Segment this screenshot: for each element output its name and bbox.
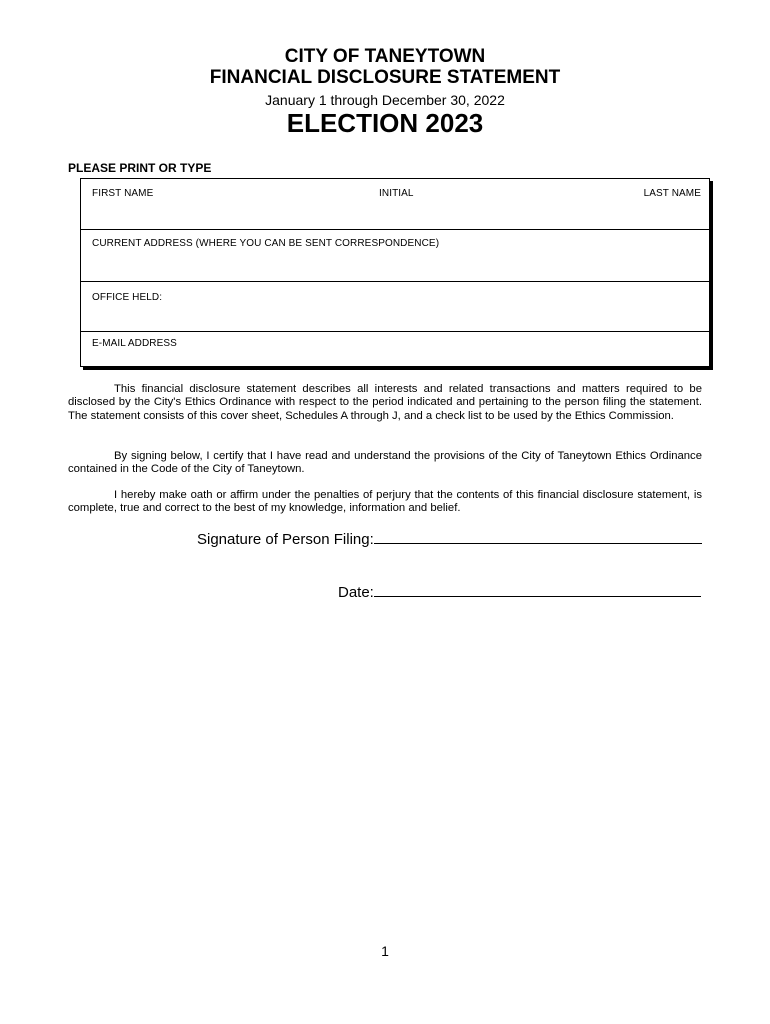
first-name-label: FIRST NAME	[92, 188, 154, 199]
email-label: E-MAIL ADDRESS	[92, 338, 177, 349]
city-title: CITY OF TANEYTOWN	[284, 46, 486, 67]
oath-paragraph: I hereby make oath or affirm under the penalties of perjury that the contents of this financial disclosure statement, is complete, true and correct to the best of my knowledge, information and belief.	[68, 489, 702, 515]
address-label: CURRENT ADDRESS (WHERE YOU CAN BE SENT CORRESPONDENCE)	[92, 238, 440, 249]
date-field[interactable]	[338, 584, 701, 601]
election-heading: ELECTION 2023	[286, 108, 484, 138]
email-row[interactable]	[81, 332, 709, 366]
certification-paragraph: By signing below, I certify that I have read and understand the provisions of the City of Taneytown Ethics Ordinance contained in the Code of the City of Taneytown.	[68, 450, 702, 476]
document-title: FINANCIAL DISCLOSURE STATEMENT	[209, 67, 561, 88]
last-name-label: LAST NAME	[643, 188, 701, 199]
signature-label: Signature of Person Filing:	[197, 531, 374, 548]
name-row[interactable]	[81, 179, 709, 230]
print-instruction: PLEASE PRINT OR TYPE	[68, 161, 212, 175]
statement-paragraph: This financial disclosure statement describes all interests and related transactions and matters required to be disclosed by the City's Ethics Ordinance with respect to the period indicated and pertaining to the person filing the statement. The statement consists of this cover sheet, Schedules A through J, and a check list to be used by the Ethics Commission.	[68, 383, 702, 422]
date-label: Date:	[338, 584, 374, 601]
date-line[interactable]	[374, 584, 701, 597]
office-row[interactable]	[81, 282, 709, 332]
filer-info-form	[80, 178, 710, 367]
initial-label: INITIAL	[379, 188, 414, 199]
reporting-period: January 1 through December 30, 2022	[265, 92, 505, 108]
office-held-label: OFFICE HELD:	[92, 292, 163, 303]
page-number: 1	[381, 943, 389, 959]
signature-line[interactable]	[374, 531, 702, 544]
address-row[interactable]	[81, 230, 709, 282]
signature-field[interactable]	[197, 531, 702, 548]
